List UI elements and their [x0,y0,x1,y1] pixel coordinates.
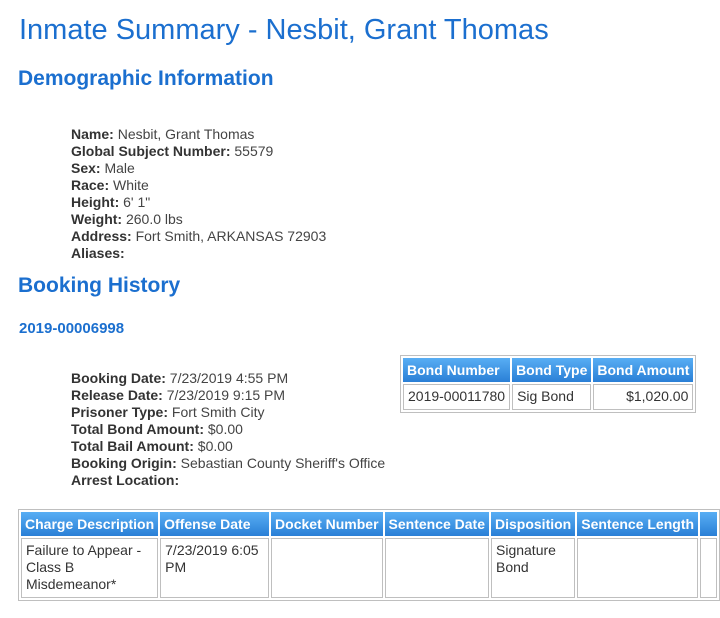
bond-type-header: Bond Type [512,358,591,382]
field-prisoner-type: Prisoner Type: Fort Smith City [71,404,265,420]
sentence-length-header: Sentence Length [577,512,698,536]
charge-table-header [21,512,717,536]
table-row [21,538,717,598]
field-booking-date: Booking Date: 7/23/2019 4:55 PM [71,370,289,386]
field-name: Name: Nesbit, Grant Thomas [71,126,255,142]
bond-amount-cell: $1,020.00 [593,384,693,410]
charge-table [18,509,720,601]
page-title: Inmate Summary - Nesbit, Grant Thomas [19,14,549,46]
field-total-bond-amount: Total Bond Amount: $0.00 [71,421,243,437]
field-booking-origin: Booking Origin: Sebastian County Sheriff's Office [71,455,386,471]
docket-number-cell [271,538,382,598]
booking-number: 2019-00006998 [19,320,125,337]
demographic-heading: Demographic Information [18,67,274,90]
bond-number-header: Bond Number [403,358,510,382]
bond-number-cell: 2019-00011780 [403,384,510,410]
charge-description-cell: Failure to Appear - Class B Misdemeanor* [21,538,158,598]
field-weight: Weight: 260.0 lbs [71,211,183,227]
charge-description-header: Charge Description [21,512,158,536]
bond-type-cell: Sig Bond [512,384,591,410]
sentence-date-cell [385,538,489,598]
extra-column-header [700,512,717,536]
field-arrest-location: Arrest Location: [71,472,180,488]
field-total-bail-amount: Total Bail Amount: $0.00 [71,438,233,454]
bond-amount-header: Bond Amount [593,358,693,382]
sentence-date-header: Sentence Date [385,512,489,536]
field-sex: Sex: Male [71,160,135,176]
booking-fields [71,370,385,489]
booking-history-heading: Booking History [18,274,181,297]
offense-date-header: Offense Date [160,512,269,536]
disposition-cell: Signature Bond [491,538,575,598]
field-global-subject-number: Global Subject Number: 55579 [71,143,274,159]
field-race: Race: White [71,177,149,193]
disposition-header: Disposition [491,512,575,536]
extra-column-cell [700,538,717,598]
demographic-fields [71,126,326,262]
table-row [403,384,693,410]
field-release-date: Release Date: 7/23/2019 9:15 PM [71,387,286,403]
bond-table [400,355,696,413]
docket-number-header: Docket Number [271,512,382,536]
field-aliases: Aliases: [71,245,125,261]
field-address: Address: Fort Smith, ARKANSAS 72903 [71,228,327,244]
field-height: Height: 6' 1" [71,194,151,210]
bond-table-header [403,358,693,382]
offense-date-cell: 7/23/2019 6:05 PM [160,538,269,598]
sentence-length-cell [577,538,698,598]
